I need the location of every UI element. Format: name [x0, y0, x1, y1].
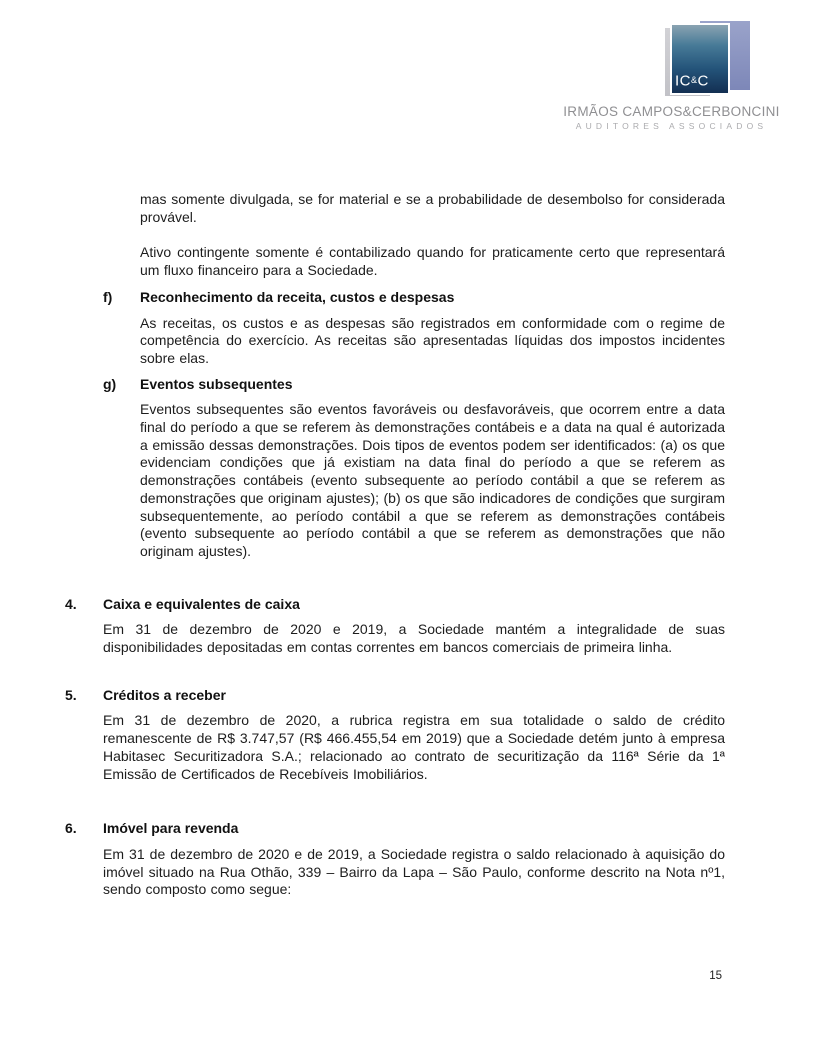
subsection-g-body: Eventos subsequentes são eventos favoráveis ou desfavoráveis, que ocorrem entre a data final do período a que se referem às demonstrações contábeis e a data na qual é autorizada a emissão dessas demonstrações. Dois tipos de eventos podem ser identificados: (a) os que evidenciam condições que já existiam na data final do período a que se referem as demonstrações contábeis (evento subsequente ao período contábil a que se referem as demonstrações que originam ajustes); (b) os que são indicadores de condições que surgiram subsequentemente, ao período contábil a que se referem as demonstrações contábeis (evento subsequente ao período contábil a que se referem as demonstrações que não originam ajustes). — [140, 401, 725, 559]
logo-monogram — [675, 73, 709, 89]
monogram-left: IC — [675, 72, 691, 89]
page-number: 15 — [709, 970, 722, 982]
logo-sheet-front — [672, 25, 728, 93]
section-4-caixa — [65, 595, 725, 657]
section-6-number: 6. — [65, 820, 77, 837]
section-5-creditos — [65, 686, 725, 784]
subsection-g-title: Eventos subsequentes — [140, 375, 293, 392]
section-6-title: Imóvel para revenda — [103, 820, 239, 837]
section-5-body: Em 31 de dezembro de 2020, a rubrica registra em sua totalidade o saldo de crédito remanescente de R$ 3.747,57 (R$ 466.455,54 em 2019) que a Sociedade detém junto à empresa Habitasec Securitizadora S.A.; relacionado ao contrato de securitização da 116ª Série da 1ª Emissão de Certificados de Recebíveis Imobiliários. — [103, 712, 725, 782]
company-name: IRMÃOS CAMPOS&CERBONCINI — [563, 104, 780, 119]
section-4-number: 4. — [65, 595, 77, 612]
company-logo — [553, 18, 790, 136]
document-content — [0, 191, 817, 899]
section-5-title: Créditos a receber — [103, 686, 226, 703]
section-6-imovel — [65, 820, 725, 899]
subsection-f-body: As receitas, os custos e as despesas são registrados em conformidade com o regime de competência do exercício. As receitas são apresentadas líquidas dos impostos incidentes sobre elas. — [140, 314, 725, 366]
section-4-title: Caixa e equivalentes de caixa — [103, 595, 300, 612]
logo-mark — [665, 21, 750, 101]
subsection-g-label: g) — [103, 375, 117, 392]
monogram-ampersand: & — [691, 74, 698, 85]
subsection-f-title: Reconhecimento da receita, custos e despesas — [140, 288, 455, 305]
company-subtitle: AUDITORES ASSOCIADOS — [575, 121, 768, 131]
section-5-number: 5. — [65, 686, 77, 703]
section-4-body: Em 31 de dezembro de 2020 e 2019, a Sociedade mantém a integralidade de suas disponibilidades depositadas em contas correntes em bancos comerciais de primeira linha. — [103, 621, 725, 656]
intro-paragraph-1: mas somente divulgada, se for material e se a probabilidade de desembolso for considerada provável. — [140, 191, 725, 225]
subsection-f-label: f) — [103, 288, 113, 305]
monogram-right: C — [697, 72, 709, 89]
section-6-body: Em 31 de dezembro de 2020 e de 2019, a Sociedade registra o saldo relacionado à aquisição do imóvel situado na Rua Othão, 339 – Bairro da Lapa – São Paulo, conforme descrito na Nota nº1, sendo composto como segue: — [103, 845, 725, 898]
subsection-f — [103, 288, 725, 368]
intro-paragraph-2: Ativo contingente somente é contabilizado quando for praticamente certo que representará um fluxo financeiro para a Sociedade. — [140, 244, 725, 279]
subsection-g — [103, 375, 725, 561]
